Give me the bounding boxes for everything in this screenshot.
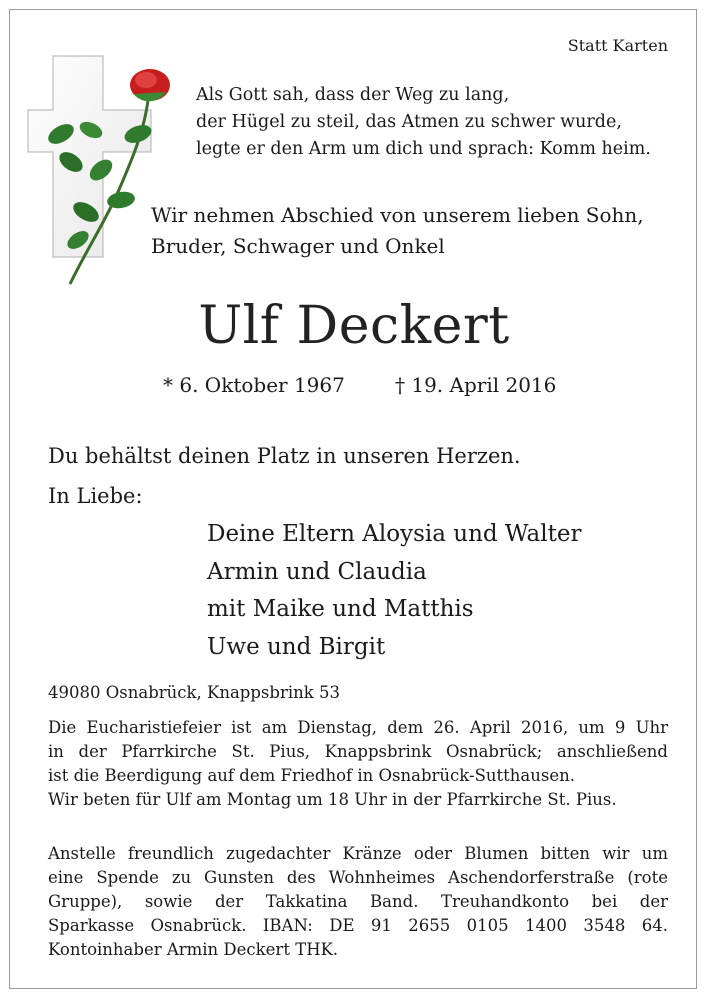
family-address: 49080 Osnabrück, Knappsbrink 53 — [48, 683, 340, 702]
donation-line: Sparkasse Osnabrück. IBAN: DE 91 2655 0105 1400 3548 64. — [48, 916, 668, 935]
donation-line: Gruppe), sowie der Takkatina Band. Treuhandkonto bei der — [48, 892, 668, 911]
service-line: Wir beten für Ulf am Montag um 18 Uhr in der Pfarrkirche St. Pius. — [48, 790, 617, 809]
family-member: Armin und Claudia — [207, 558, 427, 585]
service-line: ist die Beerdigung auf dem Friedhof in Osnabrück-Sutthausen. — [48, 766, 575, 785]
death-date: † 19. April 2016 — [395, 373, 557, 397]
donation-line: eine Spende zu Gunsten des Wohnheimes Aschendorferstraße (rote — [48, 868, 668, 887]
service-line: Die Eucharistiefeier ist am Dienstag, dem 26. April 2016, um 9 Uhr — [48, 718, 668, 737]
family-member: Uwe und Birgit — [207, 633, 386, 660]
farewell-text — [151, 200, 644, 262]
donation-info — [48, 842, 668, 962]
rose-flower — [130, 69, 170, 101]
donation-line: Kontoinhaber Armin Deckert THK. — [48, 940, 339, 959]
deceased-name: Ulf Deckert — [198, 296, 510, 356]
donation-line: Anstelle freundlich zugedachter Kränze oder Blumen bitten wir um — [48, 844, 668, 863]
statt-karten-label: Statt Karten — [567, 36, 668, 55]
service-line: in der Pfarrkirche St. Pius, Knappsbrink Osnabrück; anschließend — [48, 742, 668, 761]
farewell-line: Wir nehmen Abschied von unserem lieben Sohn, — [151, 203, 644, 227]
poem-line: der Hügel zu steil, das Atmen zu schwer wurde, — [196, 112, 622, 132]
family-member: Deine Eltern Aloysia und Walter — [207, 521, 582, 547]
family-member: mit Maike und Matthis — [207, 596, 474, 622]
poem-line: legte er den Arm um dich und sprach: Komm heim. — [196, 139, 651, 159]
poem-line: Als Gott sah, dass der Weg zu lang, — [196, 85, 510, 105]
birth-date: * 6. Oktober 1967 — [163, 373, 345, 397]
service-info — [48, 716, 668, 812]
memorial-message: Du behältst deinen Platz in unseren Herzen. — [48, 444, 521, 468]
in-love-label: In Liebe: — [48, 484, 143, 508]
poem — [196, 82, 651, 163]
family-list — [207, 516, 581, 666]
farewell-line: Bruder, Schwager und Onkel — [151, 234, 445, 258]
